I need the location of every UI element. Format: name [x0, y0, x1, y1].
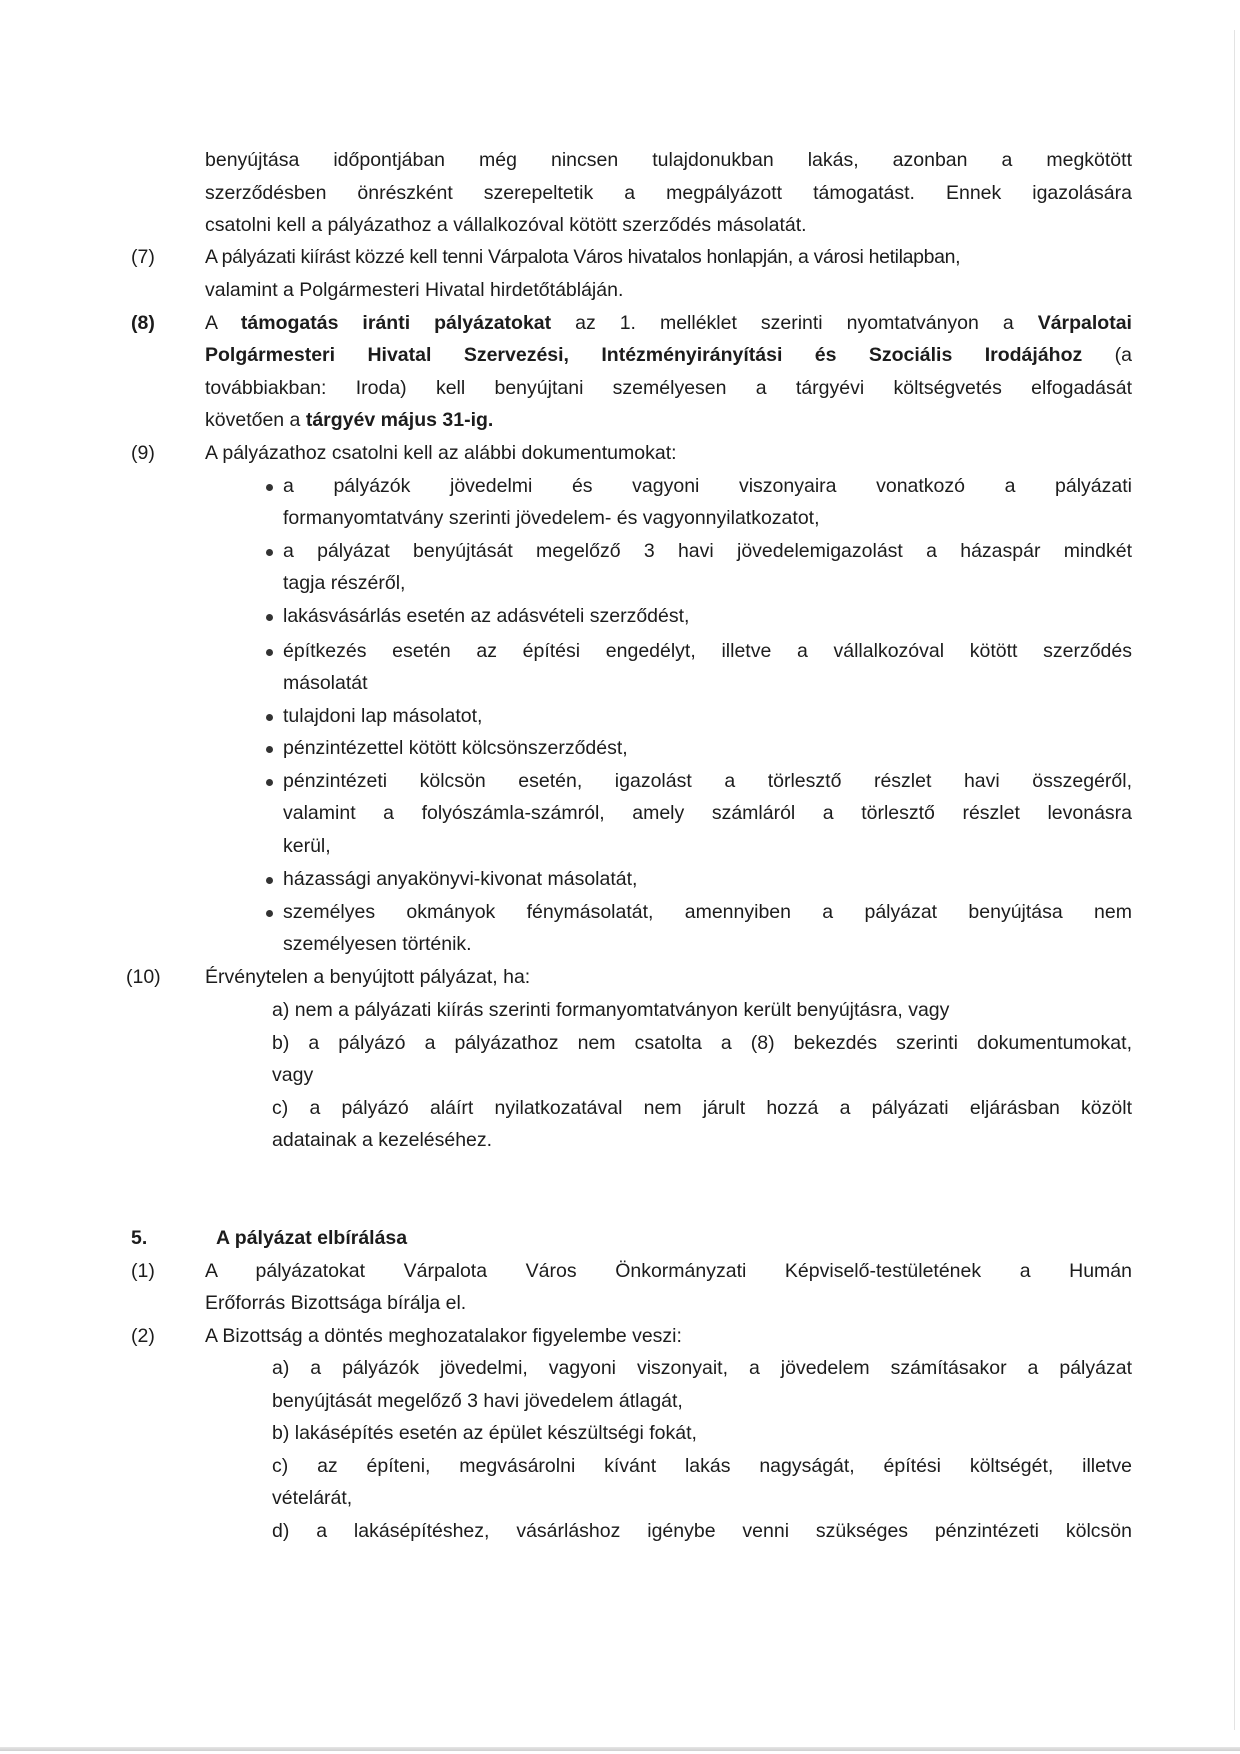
bullet-icon [266, 549, 273, 556]
sub-item-line: b) lakásépítés esetén az épület készültségi fokát, [272, 1422, 697, 1444]
bullet-item-line: tagja részéről, [283, 572, 406, 594]
bullet-item-line: a pályázat benyújtását megelőző 3 havi jövedelemigazolást a házaspár mindkét [283, 540, 1132, 562]
bullet-item-line: kerül, [283, 835, 331, 857]
bullet-icon [266, 779, 273, 786]
sub-item-line: benyújtását megelőző 3 havi jövedelem átlagát, [272, 1390, 683, 1412]
continuation-line: csatolni kell a pályázathoz a vállalkozóval kötött szerződés másolatát. [205, 214, 807, 236]
sub-item-line: c) a pályázó aláírt nyilatkozatával nem járult hozzá a pályázati eljárásban közölt [272, 1097, 1132, 1119]
sub-item-line: vagy [272, 1064, 314, 1086]
continuation-line: benyújtása időpontjában még nincsen tulajdonukban lakás, azonban a megkötött [205, 149, 1132, 171]
section-number: 5. [131, 1227, 148, 1249]
bullet-item-line: lakásvásárlás esetén az adásvételi szerződést, [283, 605, 690, 627]
paragraph-8-line: követően a tárgyév május 31-ig. [205, 409, 494, 431]
bullet-item-line: a pályázók jövedelmi és vagyoni viszonyaira vonatkozó a pályázati [283, 475, 1132, 497]
bullet-item-line: házassági anyakönyvi-kivonat másolatát, [283, 868, 638, 890]
paragraph-8-line: továbbiakban: Iroda) kell benyújtani személyesen a tárgyévi költségvetés elfogadását [205, 377, 1132, 399]
paragraph-9-intro: A pályázathoz csatolni kell az alábbi dokumentumokat: [205, 442, 677, 464]
paragraph-5-1-line: Erőforrás Bizottsága bírálja el. [205, 1292, 467, 1314]
paragraph-5-1-line: A pályázatokat Várpalota Város Önkormányzati Képviselő-testületének a Humán [205, 1260, 1132, 1282]
paragraph-label-10: (10) [126, 966, 161, 988]
bullet-icon [266, 614, 273, 621]
paragraph-label-5-1: (1) [131, 1260, 155, 1282]
paragraph-label-5-2: (2) [131, 1325, 155, 1347]
paragraph-8-line: Polgármesteri Hivatal Szervezési, Intézményirányítási és Szociális Irodájához (a [205, 344, 1132, 366]
bullet-item-line: valamint a folyószámla-számról, amely számláról a törlesztő részlet levonásra [283, 802, 1132, 824]
bullet-icon [266, 746, 273, 753]
bullet-item-line: személyes okmányok fénymásolatát, amennyiben a pályázat benyújtása nem [283, 901, 1132, 923]
bullet-icon [266, 910, 273, 917]
bullet-item-line: pénzintézeti kölcsön esetén, igazolást a törlesztő részlet havi összegéről, [283, 770, 1132, 792]
bullet-item-line: formanyomtatvány szerinti jövedelem- és vagyonnyilatkozatot, [283, 507, 820, 529]
bullet-icon [266, 484, 273, 491]
bullet-item-line: tulajdoni lap másolatot, [283, 705, 483, 727]
scan-edge-bottom [0, 1747, 1240, 1751]
paragraph-label-7: (7) [131, 246, 155, 268]
paragraph-8-line: A támogatás iránti pályázatokat az 1. melléklet szerinti nyomtatványon a Várpalotai [205, 312, 1132, 334]
sub-item-line: b) a pályázó a pályázathoz nem csatolta a (8) bekezdés szerinti dokumentumokat, [272, 1032, 1132, 1054]
sub-item-line: a) nem a pályázati kiírás szerinti formanyomtatványon került benyújtásra, vagy [272, 999, 950, 1021]
sub-item-line: vételárát, [272, 1487, 353, 1509]
bullet-item-line: pénzintézettel kötött kölcsönszerződést, [283, 737, 628, 759]
bullet-item-line: személyesen történik. [283, 933, 472, 955]
bullet-icon [266, 877, 273, 884]
bullet-item-line: másolatát [283, 672, 368, 694]
paragraph-10-intro: Érvénytelen a benyújtott pályázat, ha: [205, 966, 531, 988]
paragraph-label-8: (8) [131, 312, 155, 334]
paragraph-7-line: valamint a Polgármesteri Hivatal hirdetőtábláján. [205, 279, 624, 301]
sub-item-line: a) a pályázók jövedelmi, vagyoni viszonyait, a jövedelem számításakor a pályázat [272, 1357, 1132, 1379]
scan-edge-right [1234, 30, 1235, 1730]
paragraph-label-9: (9) [131, 442, 155, 464]
sub-item-line: c) az építeni, megvásárolni kívánt lakás nagyságát, építési költségét, illetve [272, 1455, 1132, 1477]
continuation-line: szerződésben önrészként szerepeltetik a megpályázott támogatást. Ennek igazolására [205, 182, 1132, 204]
bullet-item-line: építkezés esetén az építési engedélyt, illetve a vállalkozóval kötött szerződés [283, 640, 1132, 662]
section-title: A pályázat elbírálása [216, 1227, 408, 1249]
sub-item-line: d) a lakásépítéshez, vásárláshoz igénybe venni szükséges pénzintézeti kölcsön [272, 1520, 1132, 1542]
paragraph-5-2-intro: A Bizottság a döntés meghozatalakor figyelembe veszi: [205, 1325, 682, 1347]
bullet-icon [266, 714, 273, 721]
sub-item-line: adatainak a kezeléséhez. [272, 1129, 493, 1151]
paragraph-7-line: A pályázati kiírást közzé kell tenni Várpalota Város hivatalos honlapján, a városi hetilapban, [205, 246, 961, 268]
bullet-icon [266, 649, 273, 656]
